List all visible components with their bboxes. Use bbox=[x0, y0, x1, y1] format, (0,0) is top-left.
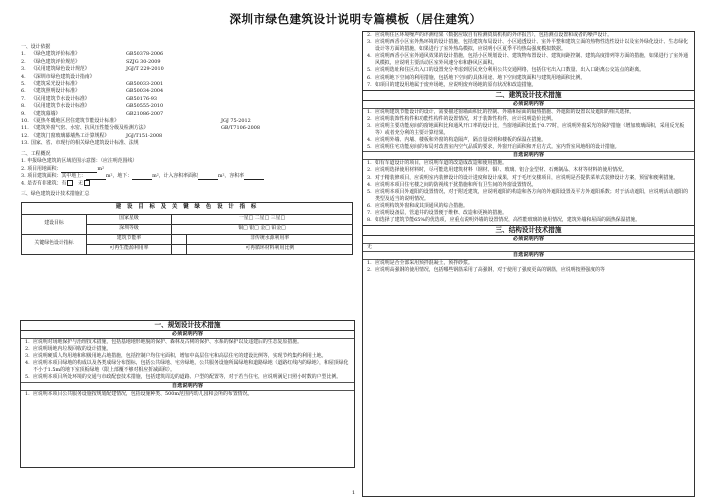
recyclable-material-ratio: 可再循环材料利用比例 bbox=[187, 244, 353, 254]
standard-code bbox=[126, 74, 351, 81]
architecture-optional-item bbox=[363, 203, 694, 210]
below-ground-blank[interactable] bbox=[132, 174, 152, 180]
standard-code: GB50034-2004 bbox=[126, 88, 164, 95]
architecture-item bbox=[363, 109, 694, 116]
energy-saving-value[interactable] bbox=[172, 234, 187, 244]
item-text: 应说明装饰性构件和功能性构件的设置情况，对于装饰性构件，应计说明造价比例。 bbox=[375, 115, 556, 122]
planning-optional-heading: 自选说明内容 bbox=[21, 382, 354, 391]
item-number: 5. bbox=[21, 81, 26, 88]
page-title: 深圳市绿色建筑设计说明专篇模板（居住建筑） bbox=[229, 12, 482, 26]
item-text: 应说明选址和住区出入口的设置充分考虑到居民充分利用公共交通网络，包括住宅出入口数量、出入口距离公交站点的距离。 bbox=[375, 67, 644, 74]
item-text: 应说明本项目绿地的构成以及各类成绿分布图标，包括公共绿地、宅旁绿地，公共服务设施所属绿地和道路绿地（道路红线内的绿地），和屋顶绿化不小于1.5m的地下室顶板绿地（限上部覆不够对相应折减面积）。 bbox=[33, 360, 349, 374]
non-traditional-water-rate: 非传统水源利用率 bbox=[187, 234, 353, 244]
item-number: 2. bbox=[367, 167, 372, 174]
item-text: 应说明住区环境噪声的评测结果（数据应取自有检测资质机构的外评报告），包括测点设置和或者的噪声设计。 bbox=[375, 32, 613, 38]
design-basis-list bbox=[21, 51, 351, 147]
standard-name: 《夏热冬暖地区居住建筑节能设计标准》 bbox=[31, 118, 120, 125]
standard-name: 国家、省、市现行的相关绿色建筑设计标准、法规 bbox=[31, 140, 139, 147]
design-basis-item bbox=[21, 66, 351, 73]
planning-continued-items bbox=[363, 32, 694, 89]
standard-code: GB50176-93 bbox=[126, 95, 157, 102]
structure-none: 无 bbox=[367, 244, 372, 251]
below-ground-label: m²，地下： bbox=[105, 172, 133, 179]
standard-code: GB50555-2010 bbox=[126, 103, 164, 110]
planning-continued-item bbox=[363, 82, 694, 89]
item-number: 1. bbox=[367, 160, 372, 167]
yes-checkbox[interactable] bbox=[67, 180, 73, 186]
architecture-optional-item bbox=[363, 167, 694, 174]
item-number: 6. bbox=[367, 74, 372, 81]
planning-band: 一、规划设计技术措施 bbox=[21, 321, 354, 331]
planning-section bbox=[20, 320, 355, 468]
project-heading: 二、工程概况 bbox=[21, 150, 51, 157]
non-building-yes-label: 4. 是否有非建筑：有 bbox=[21, 180, 67, 187]
planning-continued-item bbox=[363, 53, 694, 67]
site-area-label: 2. 项目用地面积： bbox=[21, 165, 62, 172]
item-number: 3. bbox=[367, 122, 372, 129]
planning-item bbox=[21, 374, 354, 381]
architecture-item bbox=[363, 123, 694, 137]
floor-area-label: 3. 项目建筑面积：其中地上： bbox=[21, 172, 86, 179]
item-number: 10. bbox=[21, 118, 29, 125]
item-text: 应说明主要功能房间的窗地面积比和通风开口率的设计比，当窗地面积比低于0.77时，应说明外窗采光的保护措施（增加玻璃面积，采用反光板等）或者充分利的主要计算结果。 bbox=[375, 122, 685, 137]
national-level-label: 国家星级 bbox=[87, 214, 172, 224]
item-number: 4. bbox=[367, 53, 372, 60]
page-number: 1 bbox=[352, 490, 356, 496]
standard-code: GB50378-2006 bbox=[126, 51, 164, 58]
structure-optional-items bbox=[363, 260, 694, 274]
structure-optional-item bbox=[363, 267, 694, 274]
item-number: 5. bbox=[25, 374, 30, 381]
item-number: 4. bbox=[25, 360, 30, 367]
item-text: 应说明住宅功能房间的布局对改善室内空气品质的要求，外窗开启面积和开启方式。室内背室风地组的设计措施。 bbox=[375, 144, 620, 151]
item-text: 应说明建筑节能设计的设计，需要描述窗墙面积比的控制、外墙和屋面的隔热措施、外遮阳的设置以及遮阳的相关选择。 bbox=[375, 108, 635, 115]
item-number: 8. bbox=[367, 217, 372, 224]
standard-name: 《民用建筑绿色设计规范》 bbox=[31, 66, 90, 73]
item-text: 应说明高强钢的使用情况，包括哪些钢筋采用了高强钢，对于使用了强度更高的钢筋，应说明按照强度的等 bbox=[375, 267, 605, 274]
item-text: 应说明是否全部采用预拌混凝土，预拌砂浆。 bbox=[375, 260, 473, 267]
item-text: 应说明硬质人均用地和积极用地占地措施，包括控制户均住宅面积，增加中高层住宅和高层住宅的建设比例等，实现节约集约利用土地。 bbox=[33, 353, 327, 360]
item-number: 7. bbox=[367, 209, 372, 216]
item-text: 应说明场地内垃圾回收的设计措施。 bbox=[33, 346, 112, 353]
item-number: 4. bbox=[367, 181, 372, 188]
architecture-item bbox=[363, 144, 694, 151]
target-label: 建设目标 bbox=[22, 214, 87, 234]
left-column bbox=[21, 44, 351, 255]
architecture-optional-heading: 自选说明内容 bbox=[363, 151, 694, 160]
architecture-mandatory-heading: 必须说明内容 bbox=[363, 101, 694, 109]
architecture-items bbox=[363, 109, 694, 152]
non-building-no-label: 无 bbox=[78, 180, 83, 187]
planning-optional-items bbox=[21, 391, 354, 398]
standard-code: GB50033-2001 bbox=[126, 81, 164, 88]
item-number: 1. bbox=[367, 108, 372, 115]
item-number: 11. bbox=[21, 125, 29, 132]
standard-code: GB/T7106-2008 bbox=[221, 125, 260, 132]
standard-code: JGJ/T 229-2010 bbox=[126, 66, 164, 73]
item-number: 7. bbox=[367, 81, 372, 88]
item-number: 1. bbox=[21, 51, 26, 58]
architecture-item bbox=[363, 116, 694, 123]
design-basis-item bbox=[21, 125, 351, 132]
far-blank[interactable] bbox=[244, 174, 264, 180]
standard-name: 《绿色建筑评价规范》 bbox=[31, 58, 80, 65]
item-text: 应说明本项目住宅楼之间的防视线干扰措施和所有卫生间的外窗设置情况。 bbox=[375, 181, 537, 188]
shenzhen-level-label: 深圳等级 bbox=[87, 224, 172, 234]
project-line-4 bbox=[21, 180, 351, 188]
item-number: 4. bbox=[367, 137, 372, 144]
item-number: 6. bbox=[367, 202, 372, 209]
item-text: 对于精装修项目，应说明室内装修设计的设计进度和设计成果，对于毛坯交楼项目，应说明是否提供菜单式装修设计方案，预留和便利措施。 bbox=[375, 174, 679, 181]
design-basis-item bbox=[21, 51, 351, 58]
standard-name: 《绿色建筑评价标准》 bbox=[31, 51, 80, 58]
standard-name: 《建筑采光设计标准》 bbox=[31, 81, 80, 88]
item-text: 应说明本项目公共服务设施按规划配建情况，包括设施种类、500m范围内幼儿园和会所的布置情况。 bbox=[33, 390, 253, 397]
standard-name: 《建筑外窗气密、水密、抗风压性能分级及检测方法》 bbox=[31, 125, 149, 132]
architecture-band: 二、建筑设计技术措施 bbox=[363, 90, 694, 101]
planning-continued-item bbox=[363, 75, 694, 82]
item-number: 3. bbox=[25, 353, 30, 360]
architecture-optional-item bbox=[363, 217, 694, 224]
structure-mandatory-heading: 必须说明内容 bbox=[363, 236, 694, 244]
right-section bbox=[362, 31, 695, 497]
renewable-energy-rate: 可再生能源利用率 bbox=[87, 244, 172, 254]
item-text: 如选择了建筑节能65%的优选项，应重点说明外墙的设置情况，高性能玻璃的使用情况，建筑外墙和屋面的隔热保温措施。 bbox=[375, 217, 641, 224]
structure-optional-heading: 自选说明内容 bbox=[363, 251, 694, 260]
item-number: 2. bbox=[367, 32, 372, 38]
project-line-2 bbox=[21, 166, 351, 173]
project-line-1: 1. 申报绿色建筑的区域范围示意图：（应注明范围线） bbox=[21, 158, 138, 165]
item-number: 3. bbox=[21, 66, 26, 73]
item-number: 13. bbox=[21, 140, 29, 147]
target-table bbox=[21, 202, 353, 255]
standard-code: GB21086-2007 bbox=[126, 110, 164, 117]
national-level-options[interactable]: 一星□ 二星□ 三星□ bbox=[172, 214, 353, 224]
planning-continued-item bbox=[363, 67, 694, 74]
far-label: m²，容积率 bbox=[217, 172, 244, 179]
item-number: 8. bbox=[21, 103, 26, 110]
design-basis-item bbox=[21, 103, 351, 110]
item-text: 应说明构筑外窗和或其顶通风的综合措施。 bbox=[375, 202, 468, 209]
standard-name: 《建筑门窗玻璃幕墙热工计算规程》 bbox=[31, 132, 110, 139]
standard-name: 《民用建筑节水设计标准》 bbox=[31, 103, 90, 110]
item-number: 1. bbox=[25, 390, 30, 397]
item-text: 应说明西香小区室外通风效果的设计措施，包括小区规划设计、建筑物布置设计、建筑间距控制、建筑高度排列等方面的措施，如果进行了室外通风模拟，应说明主要活动区室外风速分布和静风区面积。 bbox=[375, 53, 689, 67]
item-text: 如有车道设计的项目，应说明车道的改造成改造和使用措施。 bbox=[375, 160, 508, 167]
energy-saving-rate: 建筑节能率 bbox=[87, 234, 172, 244]
item-text: 应说明地下空间的利用措施，包括地下空间的具体用途、地下空间建筑面积与建筑用地面积比例。 bbox=[375, 74, 586, 81]
key-indicator-label: 关键绿色设计指标 bbox=[22, 234, 87, 254]
planning-items bbox=[21, 339, 354, 382]
far-area-label: m²，计入容积率面积 bbox=[152, 172, 198, 179]
standard-name: 《深圳市绿色建筑设计指南》 bbox=[31, 73, 95, 80]
planning-item bbox=[21, 360, 354, 374]
item-number: 5. bbox=[367, 188, 372, 195]
design-basis-item bbox=[21, 74, 351, 81]
item-number: 9. bbox=[21, 110, 26, 117]
item-text: 应说明西香小区室外热环境的设计措施，包括建筑布局设计、小区通透设计、室外平整和建筑立面的热物性选性设计以及室外绿化设计、生态绿化设计等方面的措施，如果进行了室外热岛模拟，应说明小区夏季平均热岛强度模拟数据。 bbox=[375, 39, 689, 53]
item-text: 应说明本项目所处环境的交通与市政配套技术措施，包括建筑周边的道路、户型的配置等，对于若当住宅，应说明满足日照小时数的户型比例。 bbox=[33, 374, 342, 381]
planning-continued-item bbox=[363, 39, 694, 53]
structure-band: 三、结构设计技术措施 bbox=[363, 225, 694, 236]
design-basis-item bbox=[21, 88, 351, 95]
item-text: 如项目的建设用地属于废弃场地，应说明废弃场地的原有状况和改造措施。 bbox=[375, 81, 537, 88]
item-number: 4. bbox=[21, 73, 26, 80]
item-text: 应说明外墙、内墙、楼板和外窗的构造隔声，隔音量说明和楼板的保温在措施。 bbox=[375, 137, 547, 144]
design-basis-heading: 一、设计依据 bbox=[21, 44, 51, 50]
planning-mandatory-heading: 必须说明内容 bbox=[21, 331, 354, 339]
item-number: 7. bbox=[21, 95, 26, 102]
architecture-optional-item bbox=[363, 210, 694, 217]
item-number: 2. bbox=[25, 346, 30, 353]
item-number: 1. bbox=[25, 339, 30, 345]
item-number: 12. bbox=[21, 132, 29, 139]
design-basis-item bbox=[21, 111, 351, 118]
standard-name: 《民用建筑节水设计标准》 bbox=[31, 95, 90, 102]
standard-code: SZJG 30-2009 bbox=[126, 58, 161, 65]
far-area-blank[interactable] bbox=[198, 174, 218, 180]
item-text: 应说明对场地保护与治理技术措施，包括基地地形地貌的保护、森林及古树的保护、水系的保护以及违建后的生态复原措施。 bbox=[33, 339, 302, 345]
item-number: 1. bbox=[367, 260, 372, 267]
item-number: 3. bbox=[367, 39, 372, 46]
target-heading: 三、绿色建筑设计技术措施汇总 bbox=[21, 191, 90, 198]
architecture-optional-items bbox=[363, 160, 694, 224]
standard-code: JGJ 75-2012 bbox=[221, 118, 251, 125]
item-text: 应说明设备层，管道井的设置便于维修、改造和更换的措施。 bbox=[375, 209, 508, 216]
architecture-optional-item bbox=[363, 189, 694, 203]
item-number: 6. bbox=[21, 88, 26, 95]
standard-code: JGJ/T151-2008 bbox=[126, 132, 163, 139]
standard-code bbox=[221, 140, 351, 147]
shenzhen-level-options[interactable]: 铜□ 银□ 金□ 铂金□ bbox=[172, 224, 353, 234]
design-basis-item bbox=[21, 140, 351, 147]
item-number: 2. bbox=[367, 115, 372, 122]
architecture-optional-item bbox=[363, 182, 694, 189]
no-checkbox[interactable] bbox=[84, 180, 90, 186]
planning-optional-item bbox=[21, 391, 354, 398]
item-number: 2. bbox=[367, 267, 372, 274]
site-area-unit: m² bbox=[97, 165, 105, 172]
item-number: 2. bbox=[21, 58, 26, 65]
target-table-title: 建 设 目 标 及 关 键 绿 色 设 计 指 标 bbox=[22, 202, 353, 214]
standard-name: 《建筑幕墙》 bbox=[31, 110, 61, 117]
renewable-energy-value[interactable] bbox=[172, 244, 187, 254]
standard-name: 《建筑照明设计标准》 bbox=[31, 88, 80, 95]
item-number: 5. bbox=[367, 67, 372, 74]
item-text: 应说明选择使用材料时，尽可能选用建筑材料（钢材、铜）、玻璃、铝合金型材、石膏制品、木材等材料的使用情况。 bbox=[375, 167, 627, 174]
project-line-3 bbox=[21, 173, 351, 180]
item-number: 5. bbox=[367, 144, 372, 151]
item-text: 应说明本项目外遮阳的设置情况，对于附近建筑，应说明遮阳的构造和各方向的外遮阳设置及平方外遮阳系数；对于活动遮阳，应说明活动遮阳的类型及适当的说明情况。 bbox=[375, 188, 689, 202]
item-number: 3. bbox=[367, 174, 372, 181]
architecture-optional-item bbox=[363, 175, 694, 182]
